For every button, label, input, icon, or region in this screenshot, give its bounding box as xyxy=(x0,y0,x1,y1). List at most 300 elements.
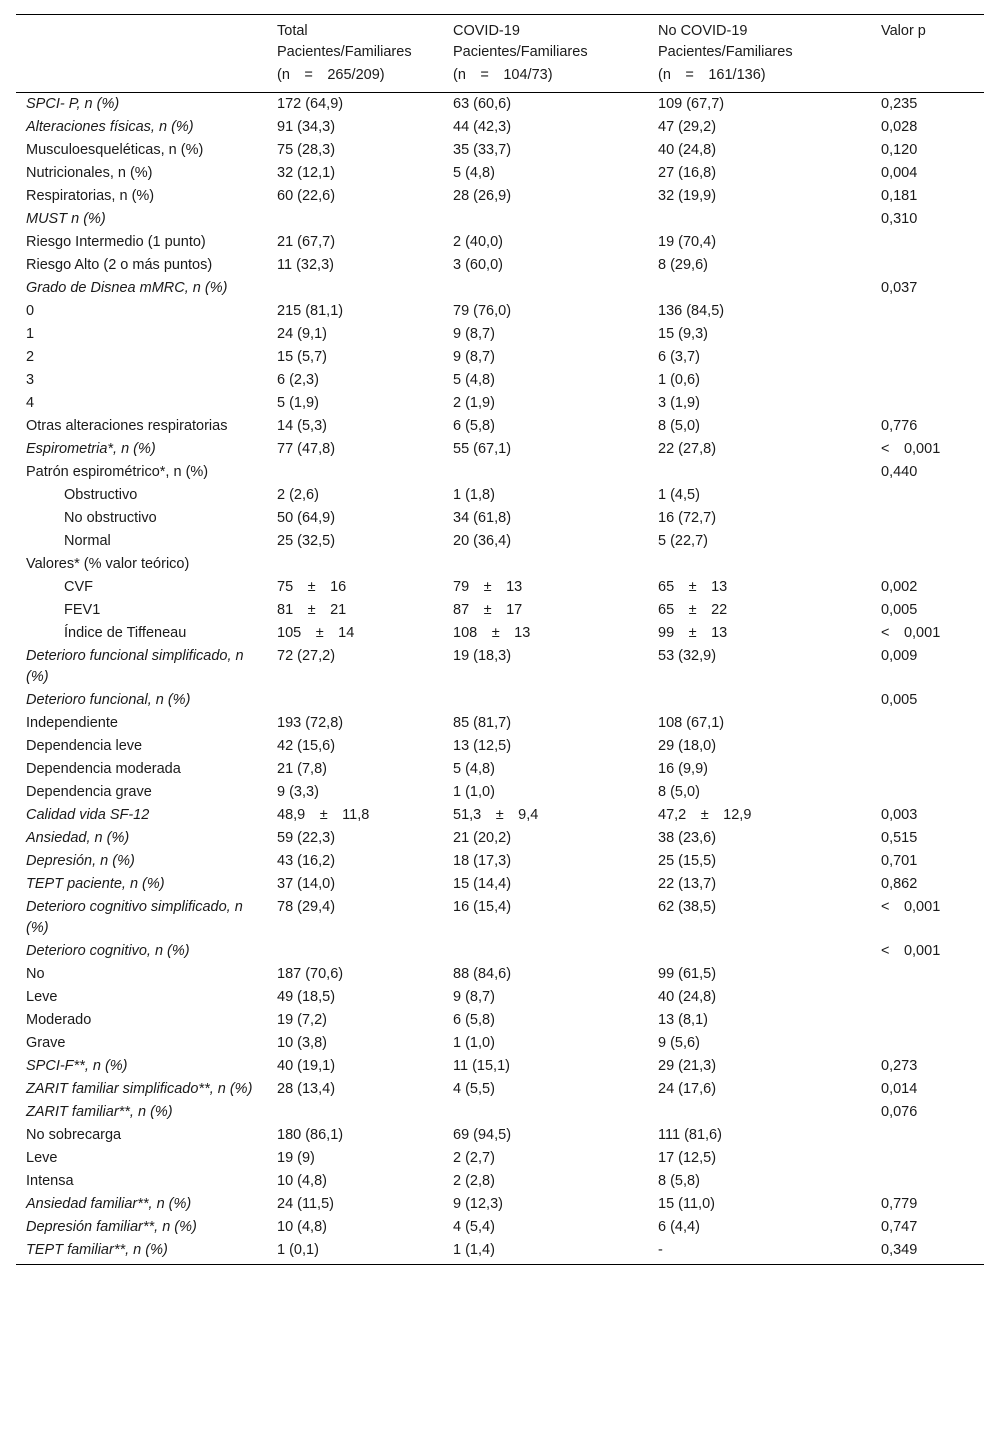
row-label: Grave xyxy=(26,1035,66,1051)
cell-total: 10 (3,8) xyxy=(277,1035,327,1051)
cell-covid: 87 ± 17 xyxy=(453,602,523,618)
row-label: Patrón espirométrico*, n (%) xyxy=(26,464,209,480)
cell-total: 72 (27,2) xyxy=(277,648,336,664)
cell-total: 59 (22,3) xyxy=(277,830,336,846)
cell-covid: 5 (4,8) xyxy=(453,165,495,181)
cell-covid: 55 (67,1) xyxy=(453,441,512,457)
cell-pvalue xyxy=(871,507,984,530)
cell-total: 42 (15,6) xyxy=(277,738,336,754)
cell-total: 9 (3,3) xyxy=(277,784,319,800)
table-row xyxy=(16,1101,984,1124)
header-covid: COVID-19 Pacientes/Familiares xyxy=(443,15,648,64)
table-row xyxy=(16,1193,984,1216)
cell-total: 24 (9,1) xyxy=(277,326,327,342)
cell-nocovid: 15 (11,0) xyxy=(658,1196,715,1212)
cell-nocovid xyxy=(648,1101,871,1124)
cell-total xyxy=(267,208,443,231)
row-label: Independiente xyxy=(26,715,118,731)
row-label: MUST n (%) xyxy=(26,211,106,227)
cell-total xyxy=(267,689,443,712)
cell-pvalue: 0,310 xyxy=(881,211,918,227)
cell-covid xyxy=(443,277,648,300)
table-row xyxy=(16,1009,984,1032)
row-label: Moderado xyxy=(26,1012,92,1028)
table-row xyxy=(16,1147,984,1170)
table-row xyxy=(16,484,984,507)
table-row xyxy=(16,576,984,599)
cell-total: 43 (16,2) xyxy=(277,853,336,869)
cell-total: 15 (5,7) xyxy=(277,349,327,365)
table-row xyxy=(16,1124,984,1147)
table-row xyxy=(16,162,984,185)
cell-nocovid xyxy=(648,553,871,576)
cell-total: 193 (72,8) xyxy=(277,715,344,731)
cell-pvalue xyxy=(871,1032,984,1055)
cell-nocovid: 47,2 ± 12,9 xyxy=(658,807,752,823)
cell-nocovid xyxy=(648,689,871,712)
cell-covid: 34 (61,8) xyxy=(453,510,512,526)
table-row xyxy=(16,1239,984,1265)
cell-nocovid: 8 (29,6) xyxy=(658,257,708,273)
row-label: 1 xyxy=(26,326,35,342)
cell-nocovid: 17 (12,5) xyxy=(658,1150,717,1166)
cell-total xyxy=(267,940,443,963)
table-row xyxy=(16,300,984,323)
row-label: 4 xyxy=(26,395,35,411)
cell-covid xyxy=(443,689,648,712)
row-label: FEV1 xyxy=(64,602,101,618)
table-row xyxy=(16,185,984,208)
cell-pvalue xyxy=(871,484,984,507)
cell-total: 5 (1,9) xyxy=(277,395,319,411)
row-label: Riesgo Alto (2 o más puntos) xyxy=(26,257,213,273)
cell-covid: 6 (5,8) xyxy=(453,418,495,434)
table-row xyxy=(16,208,984,231)
cell-total: 14 (5,3) xyxy=(277,418,327,434)
cell-pvalue: 0,002 xyxy=(881,579,918,595)
table-row xyxy=(16,850,984,873)
cell-total: 40 (19,1) xyxy=(277,1058,336,1074)
cell-total: 10 (4,8) xyxy=(277,1173,327,1189)
row-label: 3 xyxy=(26,372,35,388)
cell-covid: 6 (5,8) xyxy=(453,1012,495,1028)
cell-covid: 2 (2,8) xyxy=(453,1173,495,1189)
table-row xyxy=(16,804,984,827)
cell-nocovid: 111 (81,6) xyxy=(658,1127,722,1143)
cell-nocovid: 16 (9,9) xyxy=(658,761,708,777)
header-covid-n: (n = 104/73) xyxy=(443,63,648,93)
table-row xyxy=(16,93,984,117)
cell-covid: 9 (12,3) xyxy=(453,1196,503,1212)
cell-pvalue: 0,181 xyxy=(881,188,918,204)
cell-total xyxy=(267,461,443,484)
cell-total xyxy=(267,553,443,576)
cell-pvalue xyxy=(871,1009,984,1032)
cell-pvalue: 0,028 xyxy=(881,119,918,135)
row-label: Deterioro cognitivo, n (%) xyxy=(26,943,190,959)
cell-pvalue: 0,779 xyxy=(881,1196,918,1212)
cell-nocovid: 40 (24,8) xyxy=(658,989,717,1005)
cell-covid: 35 (33,7) xyxy=(453,142,512,158)
cell-total: 75 (28,3) xyxy=(277,142,336,158)
cell-covid: 44 (42,3) xyxy=(453,119,512,135)
cell-pvalue xyxy=(871,369,984,392)
cell-total: 187 (70,6) xyxy=(277,966,344,982)
cell-nocovid: 27 (16,8) xyxy=(658,165,717,181)
cell-covid: 5 (4,8) xyxy=(453,372,495,388)
row-label: Alteraciones físicas, n (%) xyxy=(26,119,194,135)
cell-pvalue: 0,005 xyxy=(881,602,918,618)
row-label: Obstructivo xyxy=(64,487,138,503)
table-row xyxy=(16,323,984,346)
cell-nocovid: 6 (4,4) xyxy=(658,1219,700,1235)
table-row xyxy=(16,1216,984,1239)
row-label: Deterioro funcional simplificado, n (%) xyxy=(26,648,244,685)
cell-covid: 2 (2,7) xyxy=(453,1150,495,1166)
cell-nocovid xyxy=(648,461,871,484)
cell-covid: 85 (81,7) xyxy=(453,715,512,731)
row-label: ZARIT familiar**, n (%) xyxy=(26,1104,173,1120)
cell-total: 21 (67,7) xyxy=(277,234,336,250)
cell-pvalue: 0,776 xyxy=(881,418,918,434)
row-label: Respiratorias, n (%) xyxy=(26,188,155,204)
cell-total: 50 (64,9) xyxy=(277,510,336,526)
cell-pvalue xyxy=(871,231,984,254)
row-label: ZARIT familiar simplificado**, n (%) xyxy=(26,1081,253,1097)
cell-covid: 1 (1,0) xyxy=(453,1035,495,1051)
cell-pvalue xyxy=(871,346,984,369)
cell-nocovid: 24 (17,6) xyxy=(658,1081,717,1097)
cell-pvalue xyxy=(871,986,984,1009)
row-label: 2 xyxy=(26,349,35,365)
cell-total: 19 (7,2) xyxy=(277,1012,327,1028)
cell-nocovid: 25 (15,5) xyxy=(658,853,717,869)
cell-covid: 108 ± 13 xyxy=(453,625,531,641)
table-row xyxy=(16,873,984,896)
row-label: Ansiedad, n (%) xyxy=(26,830,130,846)
cell-nocovid: 65 ± 13 xyxy=(658,579,728,595)
cell-covid xyxy=(443,208,648,231)
table-row xyxy=(16,735,984,758)
cell-covid: 51,3 ± 9,4 xyxy=(453,807,539,823)
table-row xyxy=(16,940,984,963)
cell-nocovid: 29 (18,0) xyxy=(658,738,717,754)
cell-total: 48,9 ± 11,8 xyxy=(277,807,370,823)
cell-total: 172 (64,9) xyxy=(277,96,344,112)
cell-nocovid: 3 (1,9) xyxy=(658,395,700,411)
row-label: Nutricionales, n (%) xyxy=(26,165,153,181)
cell-covid: 69 (94,5) xyxy=(453,1127,512,1143)
table-row xyxy=(16,599,984,622)
cell-pvalue: 0,005 xyxy=(881,692,918,708)
cell-total: 6 (2,3) xyxy=(277,372,319,388)
cell-pvalue: 0,273 xyxy=(881,1058,918,1074)
header-total-n: (n = 265/209) xyxy=(267,63,443,93)
cell-pvalue: 0,235 xyxy=(881,96,918,112)
cell-pvalue: 0,014 xyxy=(881,1081,918,1097)
cell-covid: 16 (15,4) xyxy=(453,899,512,915)
cell-covid: 5 (4,8) xyxy=(453,761,495,777)
cell-nocovid xyxy=(648,277,871,300)
cell-pvalue: < 0,001 xyxy=(881,899,941,915)
cell-nocovid: 5 (22,7) xyxy=(658,533,708,549)
cell-covid: 1 (1,4) xyxy=(443,1239,648,1265)
cell-covid xyxy=(443,940,648,963)
cell-nocovid: 99 ± 13 xyxy=(658,625,728,641)
cell-nocovid: 65 ± 22 xyxy=(658,602,728,618)
table-row xyxy=(16,254,984,277)
cell-nocovid: 136 (84,5) xyxy=(658,303,725,319)
row-label: Leve xyxy=(26,989,58,1005)
cell-covid: 9 (8,7) xyxy=(453,349,495,365)
cell-total: 105 ± 14 xyxy=(277,625,355,641)
row-label: Otras alteraciones respiratorias xyxy=(26,418,228,434)
cell-nocovid: 9 (5,6) xyxy=(658,1035,700,1051)
cell-pvalue: 0,440 xyxy=(881,464,918,480)
cell-total: 37 (14,0) xyxy=(277,876,336,892)
row-label: Dependencia grave xyxy=(26,784,152,800)
cell-total xyxy=(267,1101,443,1124)
cell-total: 10 (4,8) xyxy=(277,1219,327,1235)
row-label: No xyxy=(26,966,45,982)
cell-nocovid: 29 (21,3) xyxy=(658,1058,717,1074)
cell-nocovid: 8 (5,8) xyxy=(658,1173,700,1189)
header-nocovid: No COVID-19 Pacientes/Familiares xyxy=(648,15,871,64)
cell-total: 215 (81,1) xyxy=(277,303,344,319)
cell-total: 32 (12,1) xyxy=(277,165,336,181)
cell-nocovid: 22 (13,7) xyxy=(658,876,717,892)
row-label: Normal xyxy=(64,533,111,549)
cell-pvalue xyxy=(871,300,984,323)
cell-covid: 1 (1,8) xyxy=(453,487,495,503)
table-row xyxy=(16,1055,984,1078)
cell-nocovid: 32 (19,9) xyxy=(658,188,717,204)
cell-total: 28 (13,4) xyxy=(277,1081,336,1097)
table-row xyxy=(16,622,984,645)
row-label: No sobrecarga xyxy=(26,1127,122,1143)
cell-pvalue xyxy=(871,712,984,735)
row-label: SPCI- P, n (%) xyxy=(26,96,120,112)
row-label: Dependencia leve xyxy=(26,738,143,754)
cell-covid: 1 (1,0) xyxy=(453,784,495,800)
row-label: Deterioro funcional, n (%) xyxy=(26,692,191,708)
table-row xyxy=(16,689,984,712)
cell-covid: 21 (20,2) xyxy=(453,830,512,846)
cell-covid: 4 (5,4) xyxy=(453,1219,495,1235)
cell-total: 1 (0,1) xyxy=(267,1239,443,1265)
cell-pvalue xyxy=(871,735,984,758)
cell-nocovid: 53 (32,9) xyxy=(658,648,717,664)
table-row xyxy=(16,139,984,162)
cell-total: 21 (7,8) xyxy=(277,761,327,777)
cell-nocovid xyxy=(648,208,871,231)
header-total: Total Pacientes/Familiares xyxy=(267,15,443,64)
row-label: Calidad vida SF-12 xyxy=(26,807,150,823)
cell-nocovid: 1 (0,6) xyxy=(658,372,700,388)
table-row xyxy=(16,1032,984,1055)
cell-pvalue xyxy=(871,1170,984,1193)
cell-covid: 3 (60,0) xyxy=(453,257,503,273)
cell-total: 91 (34,3) xyxy=(277,119,336,135)
cell-nocovid: 108 (67,1) xyxy=(658,715,725,731)
row-label: Valores* (% valor teórico) xyxy=(26,556,190,572)
row-label: Musculoesqueléticas, n (%) xyxy=(26,142,204,158)
table-row xyxy=(16,231,984,254)
row-label: No obstructivo xyxy=(64,510,157,526)
table-row xyxy=(16,369,984,392)
cell-covid: 18 (17,3) xyxy=(453,853,512,869)
row-label: Depresión, n (%) xyxy=(26,853,135,869)
cell-covid: 4 (5,5) xyxy=(453,1081,495,1097)
cell-pvalue xyxy=(871,553,984,576)
row-label: SPCI-F**, n (%) xyxy=(26,1058,128,1074)
row-label: 0 xyxy=(26,303,35,319)
cell-pvalue: 0,862 xyxy=(881,876,918,892)
cell-total: 81 ± 21 xyxy=(277,602,347,618)
cell-covid: 15 (14,4) xyxy=(453,876,512,892)
table-row xyxy=(16,827,984,850)
cell-total: 19 (9) xyxy=(277,1150,315,1166)
table-header xyxy=(16,15,984,93)
header-nocovid-n: (n = 161/136) xyxy=(648,63,871,93)
cell-total: 180 (86,1) xyxy=(277,1127,344,1143)
cell-pvalue: 0,349 xyxy=(871,1239,984,1265)
cell-pvalue: 0,004 xyxy=(881,165,918,181)
cell-nocovid: 109 (67,7) xyxy=(658,96,725,112)
table-row xyxy=(16,963,984,986)
header-pvalue: Valor p xyxy=(871,15,984,64)
table-row xyxy=(16,277,984,300)
cell-pvalue: 0,003 xyxy=(881,807,918,823)
cell-pvalue: 0,120 xyxy=(881,142,918,158)
table-row xyxy=(16,415,984,438)
row-label: Riesgo Intermedio (1 punto) xyxy=(26,234,206,250)
cell-nocovid: 22 (27,8) xyxy=(658,441,717,457)
cell-pvalue: < 0,001 xyxy=(881,625,941,641)
row-label: Leve xyxy=(26,1150,58,1166)
results-table xyxy=(16,14,984,1265)
cell-total xyxy=(267,277,443,300)
cell-pvalue xyxy=(871,1124,984,1147)
row-label: TEPT familiar**, n (%) xyxy=(16,1239,267,1265)
cell-pvalue xyxy=(871,392,984,415)
table-row xyxy=(16,507,984,530)
table-row xyxy=(16,392,984,415)
cell-pvalue: 0,747 xyxy=(881,1219,918,1235)
cell-pvalue xyxy=(871,963,984,986)
table-row xyxy=(16,986,984,1009)
row-label: Intensa xyxy=(26,1173,74,1189)
cell-covid: 79 ± 13 xyxy=(453,579,523,595)
cell-pvalue: 0,009 xyxy=(881,648,918,664)
row-label: TEPT paciente, n (%) xyxy=(26,876,165,892)
cell-pvalue: 0,515 xyxy=(881,830,918,846)
table-row xyxy=(16,758,984,781)
cell-nocovid: - xyxy=(648,1239,871,1265)
cell-covid: 63 (60,6) xyxy=(453,96,512,112)
cell-pvalue xyxy=(871,758,984,781)
cell-nocovid: 8 (5,0) xyxy=(658,418,700,434)
cell-nocovid xyxy=(648,940,871,963)
row-label: CVF xyxy=(64,579,93,595)
cell-covid: 9 (8,7) xyxy=(453,326,495,342)
header-empty xyxy=(16,15,267,64)
cell-total: 2 (2,6) xyxy=(277,487,319,503)
cell-pvalue xyxy=(871,1147,984,1170)
cell-nocovid: 40 (24,8) xyxy=(658,142,717,158)
cell-covid xyxy=(443,461,648,484)
table-row xyxy=(16,1078,984,1101)
cell-pvalue: < 0,001 xyxy=(881,441,941,457)
cell-total: 24 (11,5) xyxy=(277,1196,334,1212)
cell-covid: 19 (18,3) xyxy=(453,648,512,664)
cell-nocovid: 15 (9,3) xyxy=(658,326,708,342)
cell-total: 78 (29,4) xyxy=(277,899,336,915)
cell-pvalue: 0,076 xyxy=(881,1104,918,1120)
cell-pvalue: 0,701 xyxy=(881,853,918,869)
cell-total: 25 (32,5) xyxy=(277,533,336,549)
cell-pvalue xyxy=(871,781,984,804)
cell-total: 11 (32,3) xyxy=(277,257,334,273)
cell-pvalue: 0,037 xyxy=(881,280,918,296)
table-row xyxy=(16,461,984,484)
table-row xyxy=(16,1170,984,1193)
cell-covid: 79 (76,0) xyxy=(453,303,512,319)
table-row xyxy=(16,530,984,553)
table-row xyxy=(16,116,984,139)
cell-covid: 13 (12,5) xyxy=(453,738,512,754)
table-row xyxy=(16,781,984,804)
cell-pvalue: < 0,001 xyxy=(881,943,941,959)
cell-covid: 2 (1,9) xyxy=(453,395,495,411)
cell-nocovid: 99 (61,5) xyxy=(658,966,717,982)
table-row xyxy=(16,896,984,940)
table-row xyxy=(16,438,984,461)
cell-total: 75 ± 16 xyxy=(277,579,347,595)
cell-nocovid: 6 (3,7) xyxy=(658,349,700,365)
cell-total: 77 (47,8) xyxy=(277,441,336,457)
cell-covid: 28 (26,9) xyxy=(453,188,512,204)
cell-nocovid: 13 (8,1) xyxy=(658,1012,708,1028)
cell-nocovid: 19 (70,4) xyxy=(658,234,717,250)
cell-pvalue xyxy=(871,323,984,346)
cell-nocovid: 47 (29,2) xyxy=(658,119,717,135)
cell-covid: 11 (15,1) xyxy=(453,1058,510,1074)
cell-pvalue xyxy=(871,530,984,553)
row-label: Depresión familiar**, n (%) xyxy=(26,1219,197,1235)
cell-nocovid: 8 (5,0) xyxy=(658,784,700,800)
row-label: Índice de Tiffeneau xyxy=(64,625,187,641)
table-body xyxy=(16,93,984,1265)
row-label: Deterioro cognitivo simplificado, n (%) xyxy=(26,899,243,936)
cell-nocovid: 62 (38,5) xyxy=(658,899,717,915)
row-label: Dependencia moderada xyxy=(26,761,181,777)
row-label: Espirometria*, n (%) xyxy=(26,441,156,457)
table-row xyxy=(16,712,984,735)
cell-covid: 9 (8,7) xyxy=(453,989,495,1005)
row-label: Grado de Disnea mMRC, n (%) xyxy=(26,280,228,296)
cell-covid xyxy=(443,1101,648,1124)
cell-pvalue xyxy=(871,254,984,277)
cell-covid: 88 (84,6) xyxy=(453,966,512,982)
row-label: Ansiedad familiar**, n (%) xyxy=(26,1196,192,1212)
cell-nocovid: 1 (4,5) xyxy=(658,487,700,503)
cell-total: 49 (18,5) xyxy=(277,989,336,1005)
cell-covid: 20 (36,4) xyxy=(453,533,512,549)
cell-total: 60 (22,6) xyxy=(277,188,336,204)
cell-covid xyxy=(443,553,648,576)
cell-nocovid: 38 (23,6) xyxy=(658,830,717,846)
